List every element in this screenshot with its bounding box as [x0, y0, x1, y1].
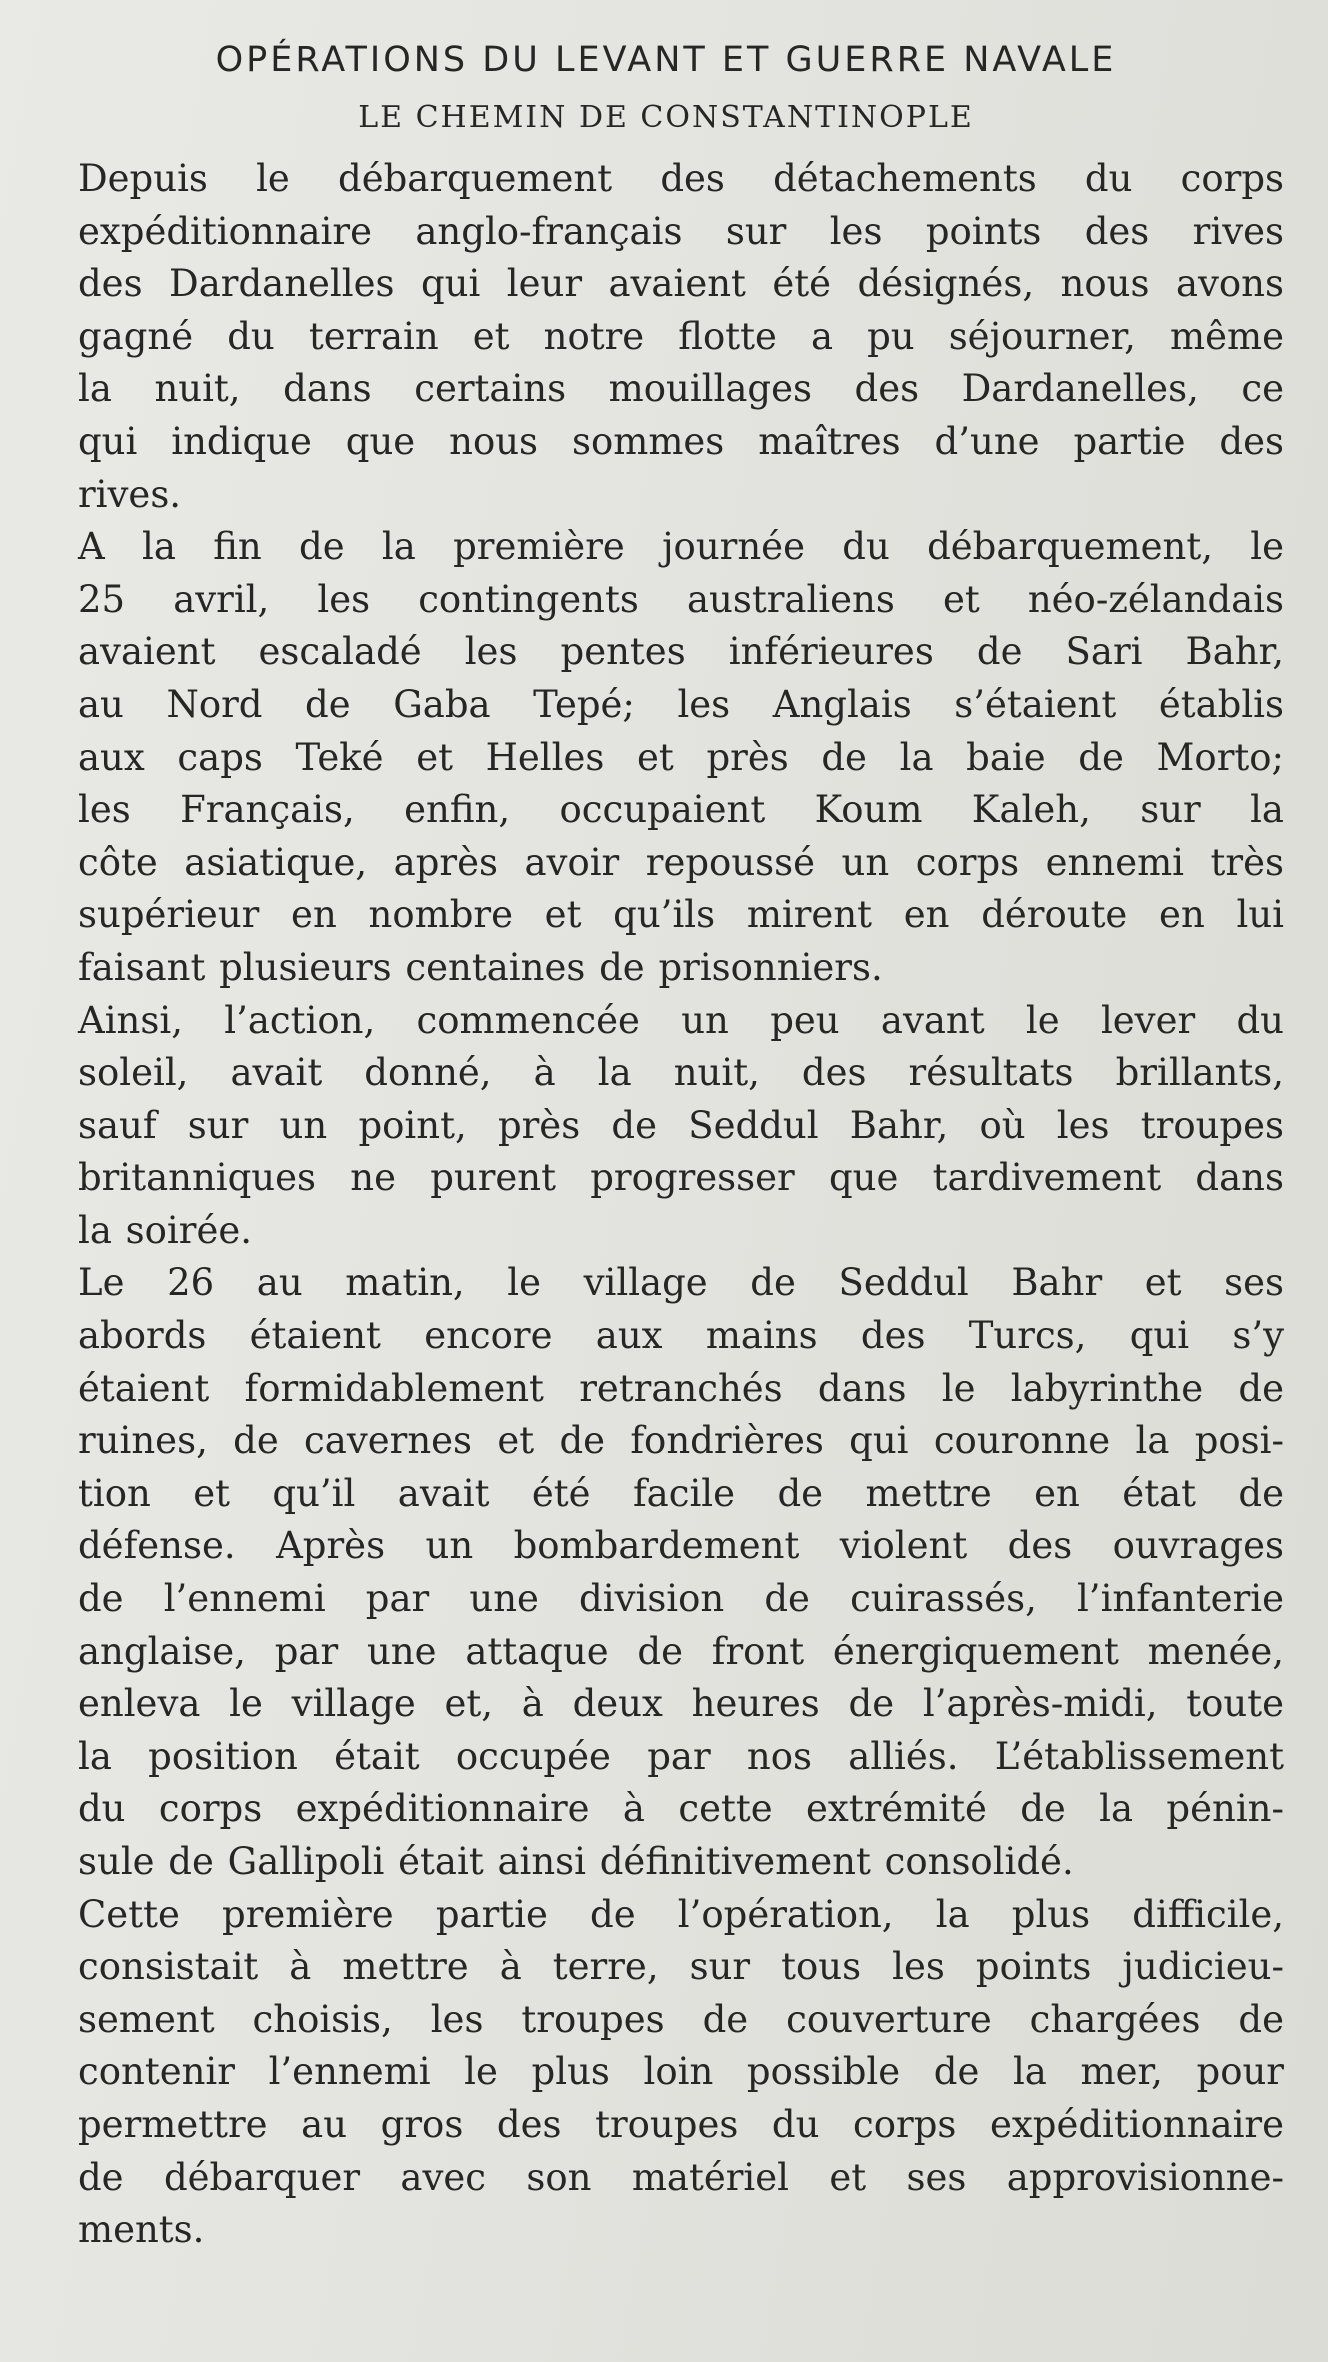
text-line: expéditionnaire anglo-français sur les points des rives: [78, 209, 1284, 253]
text-line: les Français, enfin, occupaient Koum Kaleh, sur la: [78, 788, 1284, 832]
text-line: supérieur en nombre et qu’ils mirent en déroute en lui: [78, 893, 1284, 937]
text-line: étaient formidablement retranchés dans le labyrinthe de: [78, 1366, 1284, 1410]
paragraph-4: [28, 1257, 1284, 1888]
text-line: 25 avril, les contingents australiens et néo-zélandais: [78, 577, 1284, 621]
text-line: Depuis le débarquement des détachements du corps: [78, 157, 1284, 200]
text-line: faisant plusieurs centaines de prisonniers.: [78, 945, 883, 989]
paragraph-1: [28, 153, 1284, 521]
paragraph-3: [28, 995, 1284, 1258]
text-line: soleil, avait donné, à la nuit, des résultats brillants,: [78, 1051, 1284, 1095]
text-line: anglaise, par une attaque de front énergiquement menée,: [78, 1629, 1284, 1673]
running-header: OPÉRATIONS DU LEVANT ET GUERRE NAVALE: [215, 40, 1117, 80]
text-line: la soirée.: [78, 1208, 252, 1252]
text-line: au Nord de Gaba Tepé; les Anglais s’étaient établis: [78, 682, 1284, 726]
text-line: sule de Gallipoli était ainsi définitivement consolidé.: [78, 1840, 1074, 1883]
text-line: tion et qu’il avait été facile de mettre en état de: [78, 1471, 1284, 1515]
paragraph-2: [28, 521, 1284, 994]
text-line: des Dardanelles qui leur avaient été désignés, nous avons: [78, 262, 1284, 306]
text-line: du corps expéditionnaire à cette extrémité de la pénin-: [78, 1787, 1284, 1831]
text-line: aux caps Teké et Helles et près de la baie de Morto;: [78, 735, 1284, 779]
text-line: abords étaient encore aux mains des Turcs, qui s’y: [78, 1314, 1284, 1358]
text-line: rives.: [78, 472, 182, 516]
section-title: LE CHEMIN DE CONSTANTINOPLE: [358, 100, 974, 135]
text-line: Cette première partie de l’opération, la plus difficile,: [78, 1892, 1284, 1936]
text-line: consistait à mettre à terre, sur tous les points judicieu-: [78, 1945, 1284, 1989]
text-line: gagné du terrain et notre flotte a pu séjourner, même: [78, 314, 1284, 358]
text-line: ments.: [78, 2208, 205, 2252]
text-line: sauf sur un point, près de Seddul Bahr, où les troupes: [78, 1103, 1284, 1147]
text-line: avaient escaladé les pentes inférieures de Sari Bahr,: [78, 630, 1284, 674]
text-line: sement choisis, les troupes de couverture chargées de: [78, 1997, 1284, 2041]
text-line: la position était occupée par nos alliés. L’établissement: [78, 1734, 1284, 1778]
text-line: enleva le village et, à deux heures de l’après-midi, toute: [78, 1682, 1284, 1726]
text-line: permettre au gros des troupes du corps expéditionnaire: [78, 2102, 1284, 2146]
text-line: Le 26 au matin, le village de Seddul Bahr et ses: [78, 1261, 1284, 1305]
text-line: de débarquer avec son matériel et ses approvisionne-: [78, 2155, 1284, 2199]
paragraph-5: [28, 1889, 1284, 2257]
text-line: de l’ennemi par une division de cuirassés, l’infanterie: [78, 1577, 1284, 1621]
text-line: contenir l’ennemi le plus loin possible de la mer, pour: [78, 2050, 1284, 2094]
text-line: qui indique que nous sommes maîtres d’une partie des: [78, 419, 1284, 463]
text-line: la nuit, dans certains mouillages des Dardanelles, ce: [78, 367, 1284, 411]
text-line: A la fin de la première journée du débarquement, le: [78, 525, 1284, 569]
text-line: défense. Après un bombardement violent des ouvrages: [78, 1524, 1284, 1568]
article-body: [28, 153, 1284, 2257]
text-line: ruines, de cavernes et de fondrières qui couronne la posi-: [78, 1419, 1284, 1463]
text-line: Ainsi, l’action, commencée un peu avant le lever du: [78, 998, 1284, 1042]
text-line: britanniques ne purent progresser que tardivement dans: [78, 1156, 1284, 1200]
text-line: côte asiatique, après avoir repoussé un corps ennemi très: [78, 840, 1284, 884]
